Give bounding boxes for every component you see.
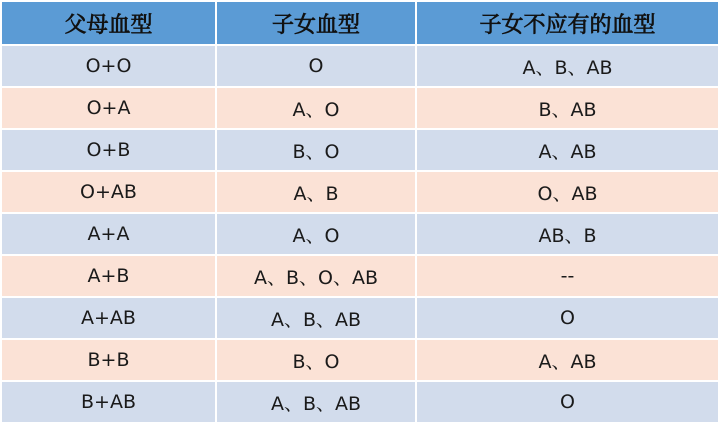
header-children-impossible-blood-type: 子女不应有的血型 <box>416 2 718 45</box>
table-row <box>2 255 718 297</box>
table-row <box>2 339 718 381</box>
children-cell: B、O <box>216 339 416 381</box>
children-cell: O <box>216 45 416 87</box>
parents-cell: O+AB <box>2 171 216 213</box>
parents-cell: A+B <box>2 255 216 297</box>
parents-cell: O+A <box>2 87 216 129</box>
children-cell: A、B、O、AB <box>216 255 416 297</box>
parents-cell: O+B <box>2 129 216 171</box>
impossible-cell: O <box>416 297 718 339</box>
parents-cell: O+O <box>2 45 216 87</box>
header-parents-blood-type: 父母血型 <box>2 2 216 45</box>
parents-cell: B+B <box>2 339 216 381</box>
impossible-cell: O、AB <box>416 171 718 213</box>
children-cell: A、O <box>216 87 416 129</box>
table-row <box>2 45 718 87</box>
parents-cell: B+AB <box>2 381 216 422</box>
parents-cell: A+AB <box>2 297 216 339</box>
table-row <box>2 87 718 129</box>
impossible-cell: B、AB <box>416 87 718 129</box>
table-row <box>2 171 718 213</box>
impossible-cell: O <box>416 381 718 422</box>
children-cell: B、O <box>216 129 416 171</box>
table-row <box>2 381 718 422</box>
table-row <box>2 213 718 255</box>
children-cell: A、O <box>216 213 416 255</box>
impossible-cell: A、B、AB <box>416 45 718 87</box>
header-row <box>2 2 718 45</box>
children-cell: A、B、AB <box>216 381 416 422</box>
header-children-blood-type: 子女血型 <box>216 2 416 45</box>
table-row <box>2 129 718 171</box>
impossible-cell: A、AB <box>416 129 718 171</box>
children-cell: A、B、AB <box>216 297 416 339</box>
children-cell: A、B <box>216 171 416 213</box>
impossible-cell: AB、B <box>416 213 718 255</box>
parents-cell: A+A <box>2 213 216 255</box>
blood-type-table <box>2 2 718 422</box>
impossible-cell: A、AB <box>416 339 718 381</box>
impossible-cell: -- <box>416 255 718 297</box>
table-row <box>2 297 718 339</box>
